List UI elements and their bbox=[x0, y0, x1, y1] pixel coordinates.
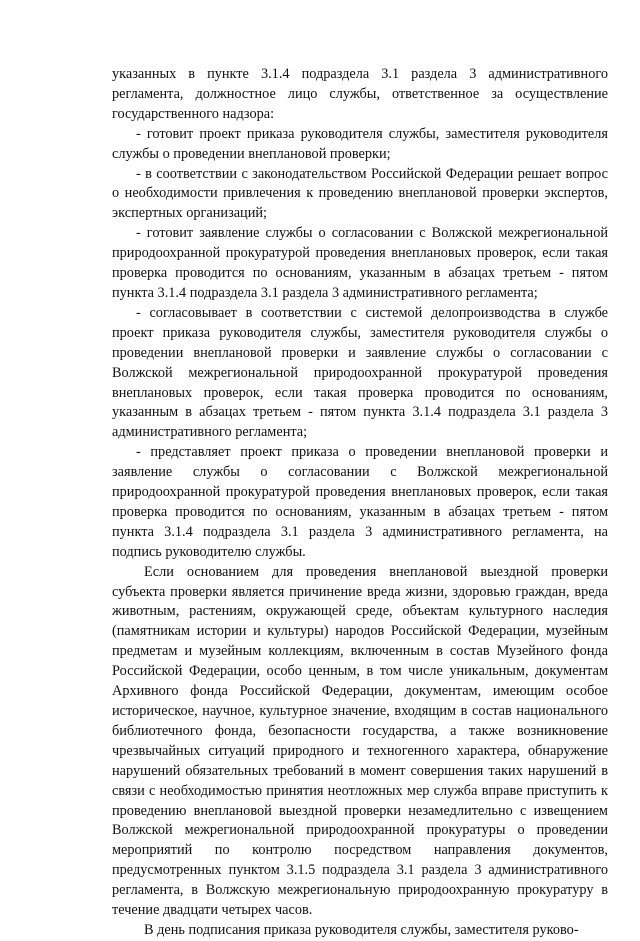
list-item-experts: - в соответствии с законодательством Российской Федерации решает вопрос о необходимости привлечения к проведению внеплановой проверки экспертов, экспертных организаций; bbox=[112, 165, 608, 222]
list-item-prepare-application: - готовит заявление службы о согласовании с Волжской межрегиональной природоохранной прокуратурой проведения внеплановых проверок, если такая проверка проводится по основаниям, указанным в абзацах третьем - пятом пункта 3.1.4 подраздела 3.1 раздела 3 административного регламента; bbox=[112, 225, 608, 301]
document-page bbox=[112, 65, 608, 941]
paragraph-signing-day: В день подписания приказа руководителя службы, заместителя руково- bbox=[144, 921, 579, 938]
paragraph-grounds: Если основанием для проведения внеплановой выездной проверки субъекта проверки является причинение вреда жизни, здоровью граждан, вреда животным, растениям, окружающей среде, объектам культурного наследия (памятникам истории и культуры) народов Российской Федерации, музейным предметам и музейным коллекциям, включенным в состав Музейного фонда Российской Федерации, особо ценным, в том числе уникальным, документам Архивного фонда Российской Федерации, документам, имеющим особое историческое, научное, культурное значение, входящим в состав национального библиотечного фонда, безопасности государства, а также возникновение чрезвычайных ситуаций природного и техногенного характера, обнаружение нарушений обязательных требований в момент совершения таких нарушений в связи с необходимостью принятия неотложных мер служба вправе приступить к проведению внеплановой выездной проверки незамедлительно с извещением Волжской межрегиональной природоохранной прокуратуры о проведении мероприятий по контролю посредством направления документов, предусмотренных пунктом 3.1.5 подраздела 3.1 раздела 3 административного регламента, в Волжскую межрегиональную природоохранную прокуратуру в течение двадцати четырех часов. bbox=[112, 563, 608, 919]
list-item-submit: - представляет проект приказа о проведении внеплановой проверки и заявление службы о согласовании с Волжской межрегиональной природоохранной прокуратурой проведения внеплановых проверок, если такая проверка проводится по основаниям, указанным в абзацах третьем - пятом пункта 3.1.4 подраздела 3.1 раздела 3 административного регламента, на подпись руководителю службы. bbox=[112, 444, 608, 560]
list-item-approve: - согласовывает в соответствии с системой делопроизводства в службе проект приказа руководителя службы, заместителя руководителя службы о проведении внеплановой проверки и заявление службы о согласовании с Волжской межрегиональной природоохранной прокуратурой проведения внеплановых проверок, если такая проверка проводится по основаниям, указанным в абзацах третьем - пятом пункта 3.1.4 подраздела 3.1 раздела 3 административного регламента; bbox=[112, 304, 608, 441]
paragraph-continuation: указанных в пункте 3.1.4 подраздела 3.1 раздела 3 административного регламента, должностное лицо службы, ответственное за осуществление государственного надзора: bbox=[112, 66, 608, 122]
list-item-prepare-order: - готовит проект приказа руководителя службы, заместителя руководителя службы о проведении внеплановой проверки; bbox=[112, 125, 608, 162]
